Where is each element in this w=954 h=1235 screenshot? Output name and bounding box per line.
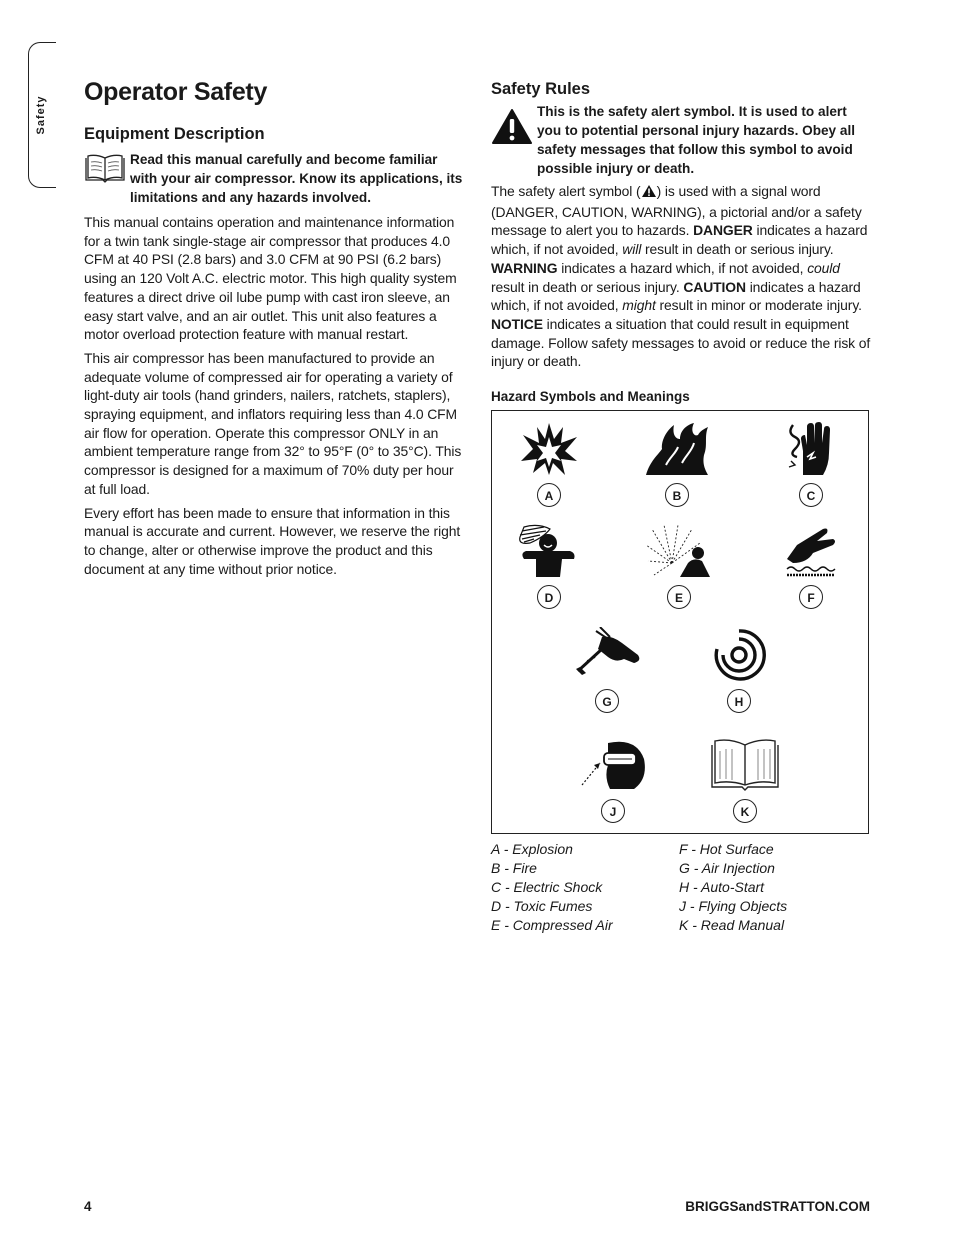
- legend-item: J - Flying Objects: [679, 898, 788, 915]
- legend-item: A - Explosion: [491, 841, 573, 858]
- hazard-badge-c: C: [799, 483, 823, 507]
- might-word: might: [622, 297, 656, 314]
- text-run: The safety alert symbol (: [491, 183, 641, 199]
- side-tab-label: Safety: [35, 95, 47, 135]
- hazard-legend-right: [679, 840, 867, 935]
- hazard-badge-a: A: [537, 483, 561, 507]
- legend-item: E - Compressed Air: [491, 917, 613, 934]
- hazard-legend: [491, 840, 871, 935]
- hazard-fire: [642, 421, 712, 507]
- text-run: indicates a hazard which, if not avoided,: [491, 222, 868, 258]
- hazard-electric-shock: [776, 421, 846, 507]
- compressed-air-icon: [644, 523, 714, 579]
- text-run: indicates a hazard which, if not avoided,: [491, 278, 861, 314]
- toxic-fumes-icon: [514, 523, 584, 579]
- text-run: result in minor or moderate injury.: [655, 297, 862, 314]
- hot-surface-icon: [783, 523, 839, 579]
- hazard-air-injection: [572, 627, 642, 713]
- flying-objects-icon: [578, 737, 648, 793]
- auto-start-icon: [709, 627, 769, 683]
- safety-rules-heading: Safety Rules: [491, 80, 591, 98]
- electric-shock-icon: [783, 421, 839, 477]
- left-column: [84, 78, 464, 578]
- hazard-badge-f: F: [799, 585, 823, 609]
- hazard-badge-g: G: [595, 689, 619, 713]
- right-column: [491, 80, 871, 935]
- text-run: indicates a situation that could result in equipment damage. Follow safety messages to avoid or reduce the risk of injury or death.: [491, 315, 871, 370]
- equipment-paragraph-2: This air compressor has been manufactured to provide an adequate volume of compressed air for operating a variety of light-duty air tools (hand grinders, nailers, ratchets, staplers), spraying equipment, and inflators requiring less than 4.0 CFM air flow for operation. Operate this compressor ONLY in an ambient temperature range from 32° to 95°F (0° to 35°C). This compressor is designed for a maximum of 70% duty per hour at full load.: [84, 349, 462, 497]
- hazard-badge-k: K: [733, 799, 757, 823]
- hazard-hot-surface: [776, 523, 846, 609]
- explosion-icon: [519, 421, 579, 477]
- hazard-flying-objects: [578, 737, 648, 823]
- hazard-explosion: [514, 421, 584, 507]
- hazard-symbols-title: Hazard Symbols and Meanings: [491, 389, 690, 405]
- safety-alert-inline-icon: [641, 184, 657, 203]
- legend-item: D - Toxic Fumes: [491, 898, 593, 915]
- hazard-auto-start: [704, 627, 774, 713]
- hazard-badge-h: H: [727, 689, 751, 713]
- equipment-paragraph-3: Every effort has been made to ensure that information in this manual is accurate and current. However, we reserve the right to change, alter or otherwise improve the product and this document at any time without prior notice.: [84, 504, 461, 577]
- text-run: result in death or serious injury.: [641, 241, 834, 258]
- could-word: could: [807, 259, 840, 276]
- hazard-badge-j: J: [601, 799, 625, 823]
- caution-word: CAUTION: [683, 278, 746, 295]
- warning-word: WARNING: [491, 259, 558, 276]
- hazard-legend-left: [491, 840, 679, 935]
- equipment-heading: Equipment Description: [84, 125, 265, 143]
- legend-item: C - Electric Shock: [491, 879, 603, 896]
- hazard-read-manual: [710, 737, 780, 823]
- read-manual-icon: [710, 737, 780, 793]
- legend-item: B - Fire: [491, 860, 537, 877]
- notice-word: NOTICE: [491, 315, 543, 332]
- read-manual-note: [84, 150, 464, 207]
- text-run: indicates a hazard which, if not avoided,: [557, 259, 808, 276]
- legend-item: K - Read Manual: [679, 917, 785, 934]
- safety-alert-note: [491, 102, 871, 178]
- equipment-paragraph-1: This manual contains operation and maintenance information for a twin tank single-stage air compressor that produces 4.0 CFM at 40 PSI (2.8 bars) and 3.0 CFM at 90 PSI (6.2 bars) using an 120 Volt A.C. electric motor. This high quality system features a direct drive oil lube pump with cast iron sleeve, an easy start valve, and an air outlet. This unit also features a motor overload protection feature with manual restart.: [84, 214, 457, 343]
- hazard-compressed-air: [644, 523, 714, 609]
- text-run: ) is used with a signal word (DANGER, CAUTION, WARNING), a pictorial and/or a safety message to alert you to hazards.: [491, 183, 862, 239]
- danger-word: DANGER: [693, 222, 753, 239]
- hazard-badge-b: B: [665, 483, 689, 507]
- legend-item: H - Auto-Start: [679, 879, 765, 896]
- hazard-badge-d: D: [537, 585, 561, 609]
- page-number: 4: [84, 1199, 92, 1214]
- text-run: result in death or serious injury.: [491, 278, 684, 295]
- legend-item: F - Hot Surface: [679, 841, 774, 858]
- page-title: Operator Safety: [84, 78, 268, 106]
- hazard-badge-e: E: [667, 585, 691, 609]
- website-link[interactable]: BRIGGSandSTRATTON.COM: [685, 1199, 870, 1214]
- fire-icon: [644, 421, 710, 477]
- safety-alert-icon: [491, 102, 537, 178]
- safety-alert-text: This is the safety alert symbol. It is used to alert you to potential personal injury hazards. Obey all safety messages that follow this symbol to avoid possible injury or death.: [537, 104, 856, 176]
- book-icon: [84, 150, 130, 207]
- legend-item: G - Air Injection: [679, 860, 775, 877]
- read-manual-text: Read this manual carefully and become familiar with your air compressor. Know its applications, its limitations and any hazards involved.: [130, 152, 463, 205]
- signal-words-paragraph: [491, 182, 871, 371]
- hazard-toxic-fumes: [514, 523, 584, 609]
- hazard-symbols-box: [491, 410, 869, 834]
- will-word: will: [622, 241, 642, 258]
- air-injection-icon: [572, 627, 642, 683]
